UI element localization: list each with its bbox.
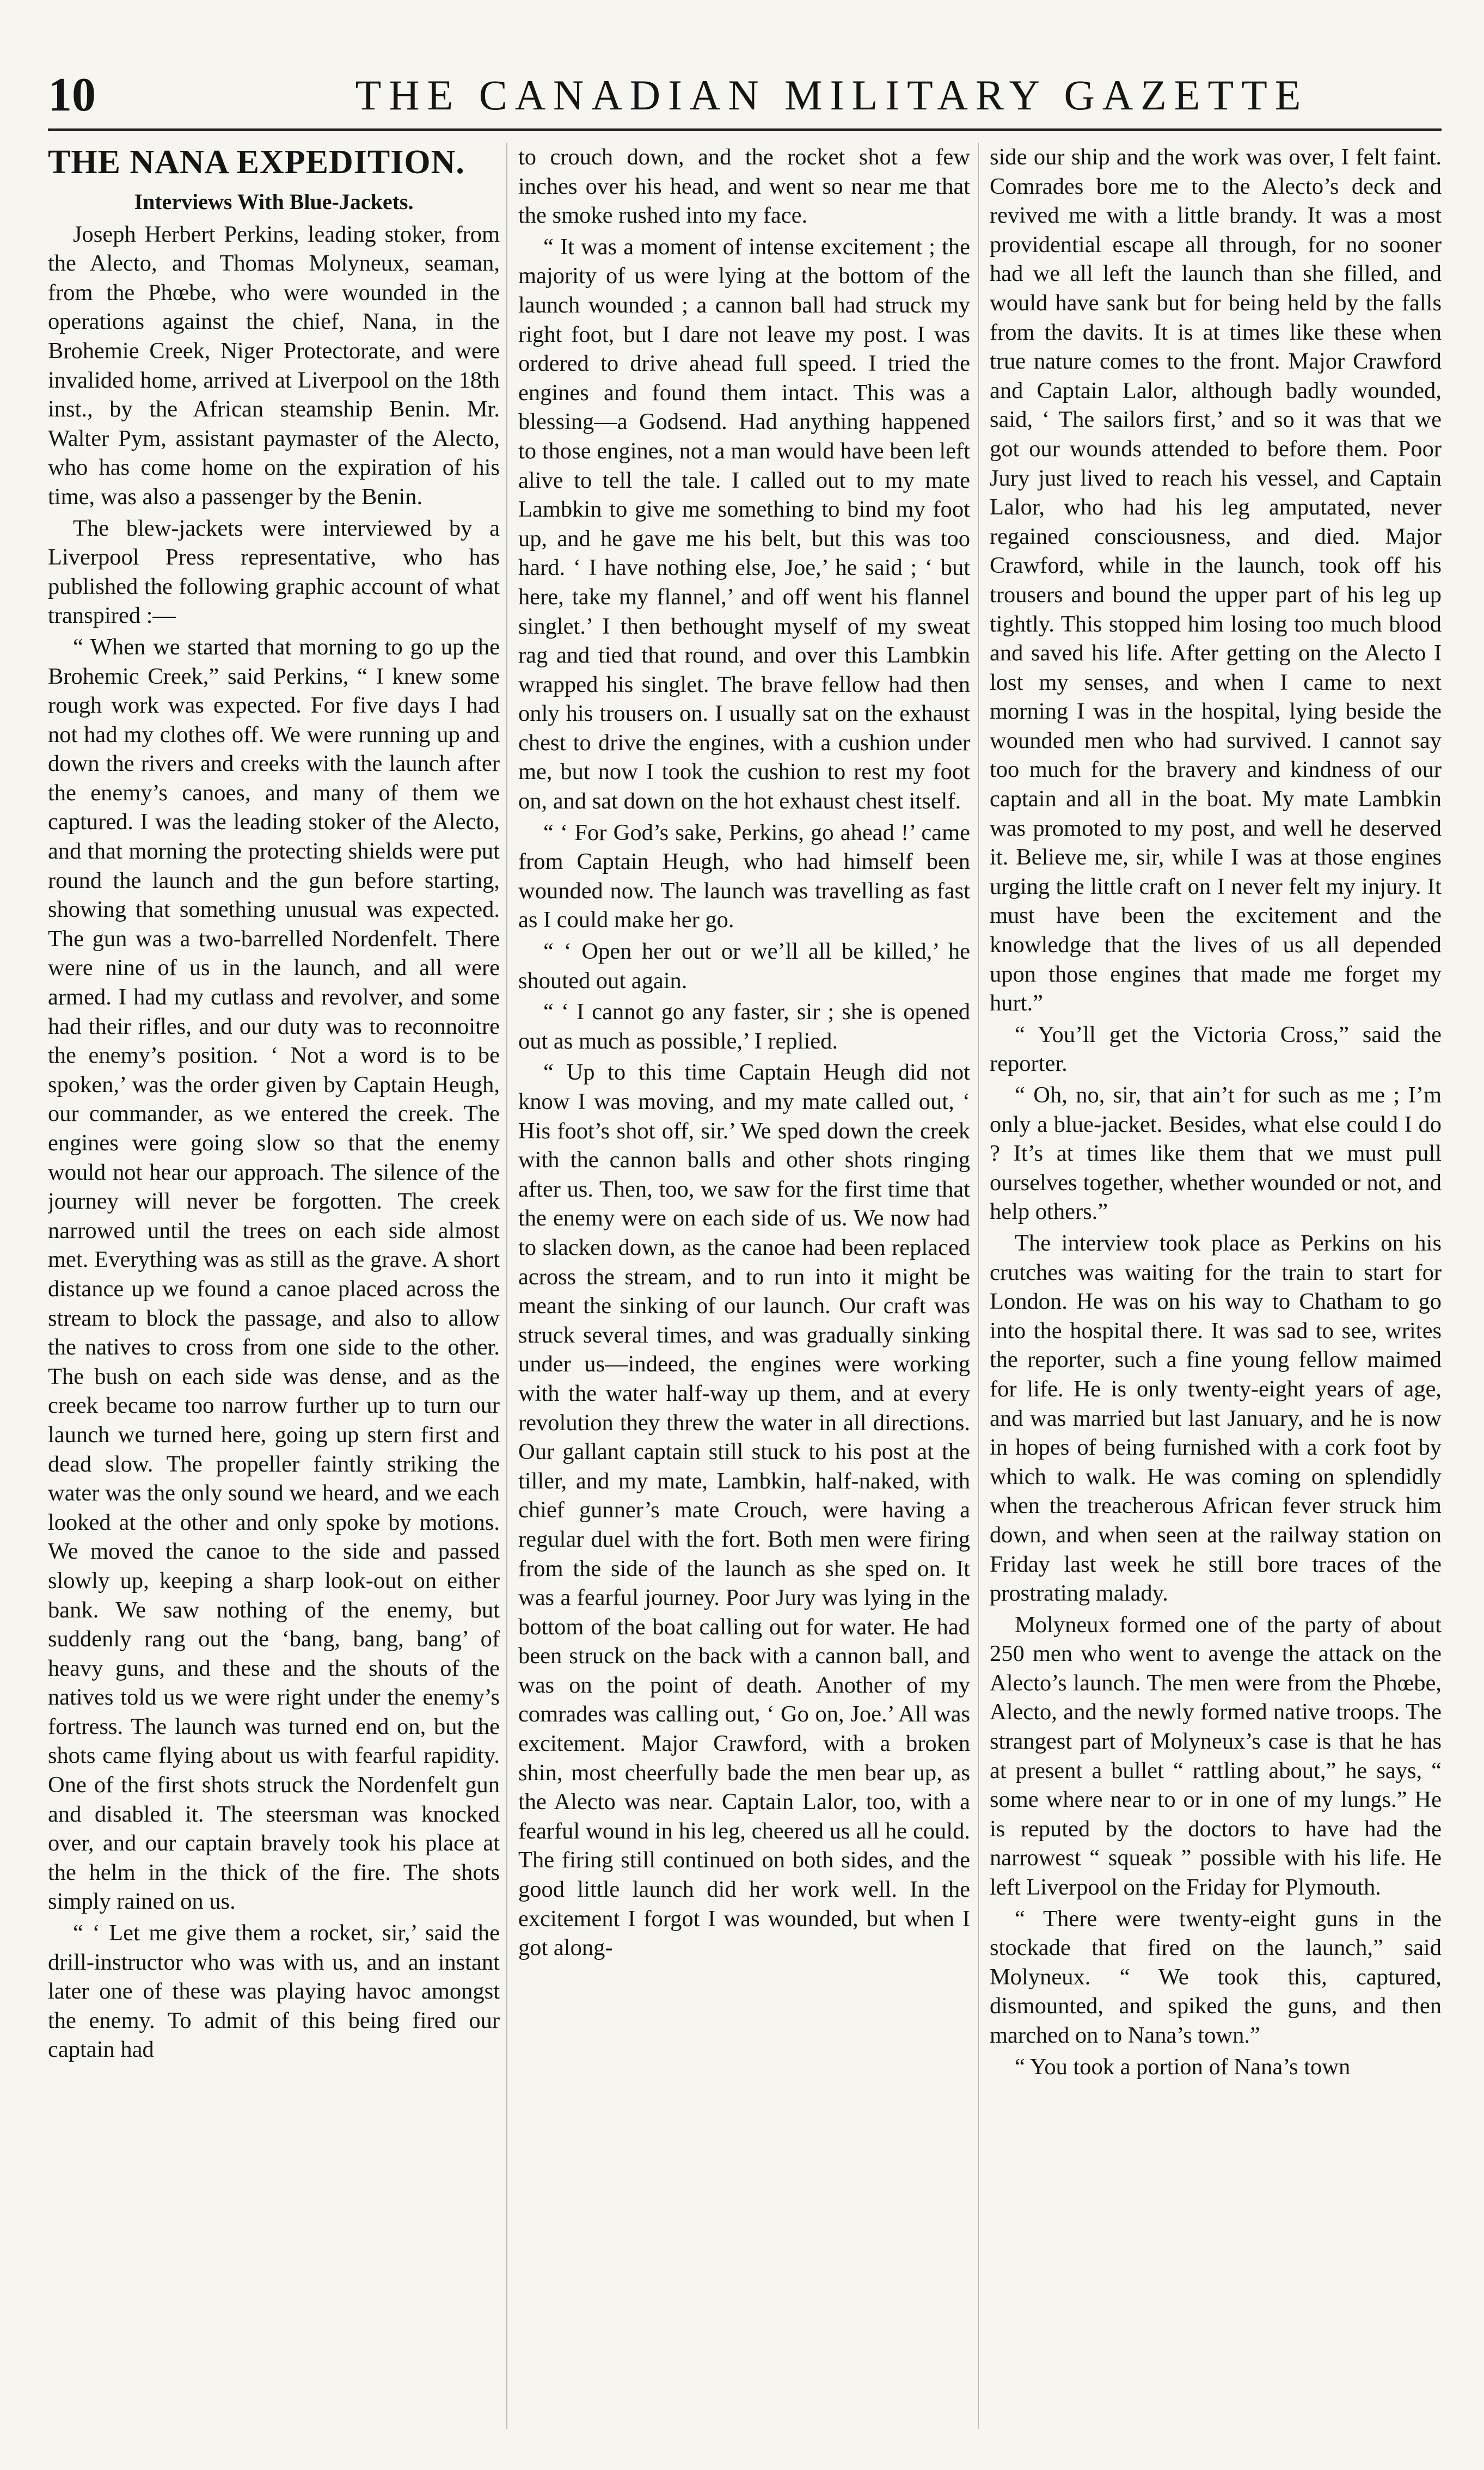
column-1 [48, 143, 500, 2440]
paragraph: The interview took place as Perkins on his crutches was waiting for the train to start for London. He was on his way to Chatham to go into the hospital there. It was sad to see, writes the reporter, such a fine young fellow maimed for life. He is only twenty-eight years of age, and was married but last January, and he is now in hopes of being furnished with a cork foot by which to walk. He was coming on splendidly when the treacherous African fever struck him down, and when seen at the railway station on Friday last week he still bore traces of the prostrating malady. [990, 1230, 1442, 1607]
paragraph: “ When we started that morning to go up the Brohemic Creek,” said Perkins, “ I knew some rough work was expected. For five days I had not had my clothes off. We were running up and down the rivers and creeks with the launch after the enemy’s canoes, and many of them we captured. I was the leading stoker of the Alecto, and that morning the protecting shields were put round the launch and the gun before starting, showing that something unusual was expected. The gun was a two-barrelled Nordenfelt. There were nine of us in the launch, and all were armed. I had my cutlass and revolver, and some had their rifles, and our duty was to reconnoitre the enemy’s position. ‘ Not a word is to be spoken,’ was the order given by Captain Heugh, our commander, as we entered the creek. The engines were going slow so that the enemy would not hear our approach. The silence of the journey will never be forgotten. The creek narrowed until the trees on each side almost met. Everything was as still as the grave. A short distance up we found a canoe placed across the stream to block the passage, and also to allow the natives to cross from one side to the other. The bush on each side was dense, and as the creek became too narrow further up to turn our launch we turned here, going up stern first and dead slow. The propeller faintly striking the water was the only sound we heard, and we each looked at the other and only spoke by motions. We moved the canoe to the side and passed slowly up, keeping a sharp look-out on either bank. We saw nothing of the enemy, but suddenly rang out the ‘bang, bang, bang’ of heavy guns, and these and the shouts of the natives told us we were right under the enemy’s fortress. The launch was turned end on, but the shots came flying about us with fearful rapidity. One of the first shots struck the Nordenfelt gun and disabled it. The steersman was knocked over, and our captain bravely took his place at the helm in the thick of the fire. The shots simply rained on us. [48, 634, 500, 1915]
paragraph: “ ‘ I cannot go any faster, sir ; she is opened out as much as possible,’ I replied. [518, 999, 970, 1054]
page-number: 10 [48, 69, 96, 121]
paragraph: “ ‘ For God’s sake, Perkins, go ahead !’ came from Captain Heugh, who had himself been wounded now. The launch was travelling as fast as I could make her go. [518, 819, 970, 933]
page-header [48, 65, 1442, 125]
column-3 [990, 143, 1442, 2440]
paragraph: Joseph Herbert Perkins, leading stoker, from the Alecto, and Thomas Molyneux, seaman, from the Phœbe, who were wounded in the operations against the chief, Nana, in the Brohemie Creek, Niger Protectorate, and were invalided home, arrived at Liverpool on the 18th inst., by the African steamship Benin. Mr. Walter Pym, assistant paymaster of the Alecto, who has come home on the expiration of his time, was also a passenger by the Benin. [48, 221, 500, 510]
article-subhead: Interviews With Blue-Jackets. [134, 189, 414, 214]
paragraph: to crouch down, and the rocket shot a few inches over his head, and went so near me that the smoke rushed into my face. [518, 144, 970, 229]
paragraph: “ Up to this time Captain Heugh did not know I was moving, and my mate called out, ‘ His foot’s shot off, sir.’ We sped down the creek with the cannon balls and other shots ringing after us. Then, too, we saw for the first time that the enemy were on each side of us. We now had to slacken down, as the canoe had been replaced across the stream, and to run into it might be meant the sinking of our launch. Our craft was struck several times, and was gradually sinking under us—indeed, the engines were working with the water half-way up them, and at every revolution they threw the water in all directions. Our gallant captain still stuck to his post at the tiller, and my mate, Lambkin, half-naked, with chief gunner’s mate Crouch, were having a regular duel with the fort. Both men were firing from the side of the launch as she sped on. It was a fearful journey. Poor Jury was lying in the bottom of the boat calling out for water. He had been struck on the back with a cannon ball, and was on the point of death. Another of my comrades was calling out, ‘ Go on, Joe.’ All was excitement. Major Crawford, with a broken shin, most cheerfully bade the men bear up, as the Alecto was near. Captain Lalor, too, with a fearful wound in his leg, cheered us all he could. The firing still continued on both sides, and the good little launch did her work well. In the excitement I forgot I was wounded, but when I got along- [518, 1059, 970, 1961]
article-headline: THE NANA EXPEDITION. [48, 144, 465, 181]
paragraph: “ You’ll get the Victoria Cross,” said the reporter. [990, 1021, 1442, 1077]
paragraph: “ ‘ Let me give them a rocket, sir,’ said the drill-instructor who was with us, and an instant later one of these was playing havoc amongst the enemy. To admit of this being fired our captain had [48, 1920, 500, 2063]
column-separator [978, 143, 979, 2429]
paragraph: “ ‘ Open her out or we’ll all be killed,’ he shouted out again. [518, 939, 970, 994]
paragraph: side our ship and the work was over, I felt faint. Comrades bore me to the Alecto’s deck and revived me with a little brandy. It was a most providential escape all through, for no sooner had we all left the launch than she filled, and would have sank but for being held by the falls from the davits. It is at times like these when true nature comes to the front. Major Crawford and Captain Lalor, although badly wounded, said, ‘ The sailors first,’ and so it was that we got our wounds attended to before them. Poor Jury just lived to reach his vessel, and Captain Lalor, who had his leg amputated, never regained consciousness, and died. Major Crawford, while in the launch, took off his trousers and bound the upper part of his leg up tightly. This stopped him losing too much blood and saved his life. After getting on the Alecto I lost my senses, and when I came to next morning I was in the hospital, lying beside the wounded men who had survived. I cannot say too much for the bravery and kindness of our captain and all in the boat. My mate Lambkin was promoted to my post, and well he deserved it. Believe me, sir, while I was at those engines urging the little craft on I never felt my injury. It must have been the excitement and the knowledge that the lives of us all depended upon those engines that made me forget my hurt.” [990, 144, 1442, 1016]
paragraph: “ Oh, no, sir, that ain’t for such as me ; I’m only a blue-jacket. Besides, what else could I do ? It’s at times like them that we must pull ourselves together, whether wounded or not, and help others.” [990, 1082, 1442, 1225]
paragraph: “ It was a moment of intense excitement ; the majority of us were lying at the bottom of the launch wounded ; a cannon ball had struck my right foot, but I dare not leave my post. I was ordered to drive ahead full speed. I tried the engines and found them intact. This was a blessing—a Godsend. Had anything happened to those engines, not a man would have been left alive to tell the tale. I called out to my mate Lambkin to give me something to bind my foot up, and he gave me his belt, but this was too hard. ‘ I have nothing else, Joe,’ he said ; ‘ but here, take my flannel,’ and off went his flannel singlet.’ I then bethought myself of my sweat rag and tied that round, and over this Lambkin wrapped his singlet. The brave fellow had then only his trousers on. I usually sat on the exhaust chest to drive the engines, with a cushion under me, but now I took the cushion to rest my foot on, and sat down on the hot exhaust chest itself. [518, 234, 970, 814]
header-rule [48, 128, 1442, 131]
masthead-title: THE CANADIAN MILITARY GAZETTE [355, 71, 1309, 119]
paragraph: The blew-jackets were interviewed by a Liverpool Press representative, who has published the following graphic account of what transpired :— [48, 515, 500, 629]
column-2 [518, 143, 970, 2440]
paragraph: “ You took a portion of Nana’s town [1015, 2054, 1351, 2080]
paragraph: Molyneux formed one of the party of about 250 men who went to avenge the attack on the Alecto’s launch. The men were from the Phœbe, Alecto, and the newly formed native troops. The strangest part of Molyneux’s case is that he has at present a bullet “ rattling about,” he says, “ some where near to or in one of my lungs.” He is reputed by the doctors to have had the narrowest “ squeak ” possible with his life. He left Liverpool on the Friday for Plymouth. [990, 1611, 1442, 1901]
paragraph: “ There were twenty-eight guns in the stockade that fired on the launch,” said Molyneux. “ We took this, captured, dismounted, and spiked the guns, and then marched on to Nana’s town.” [990, 1905, 1442, 2048]
column-separator [506, 143, 507, 2429]
